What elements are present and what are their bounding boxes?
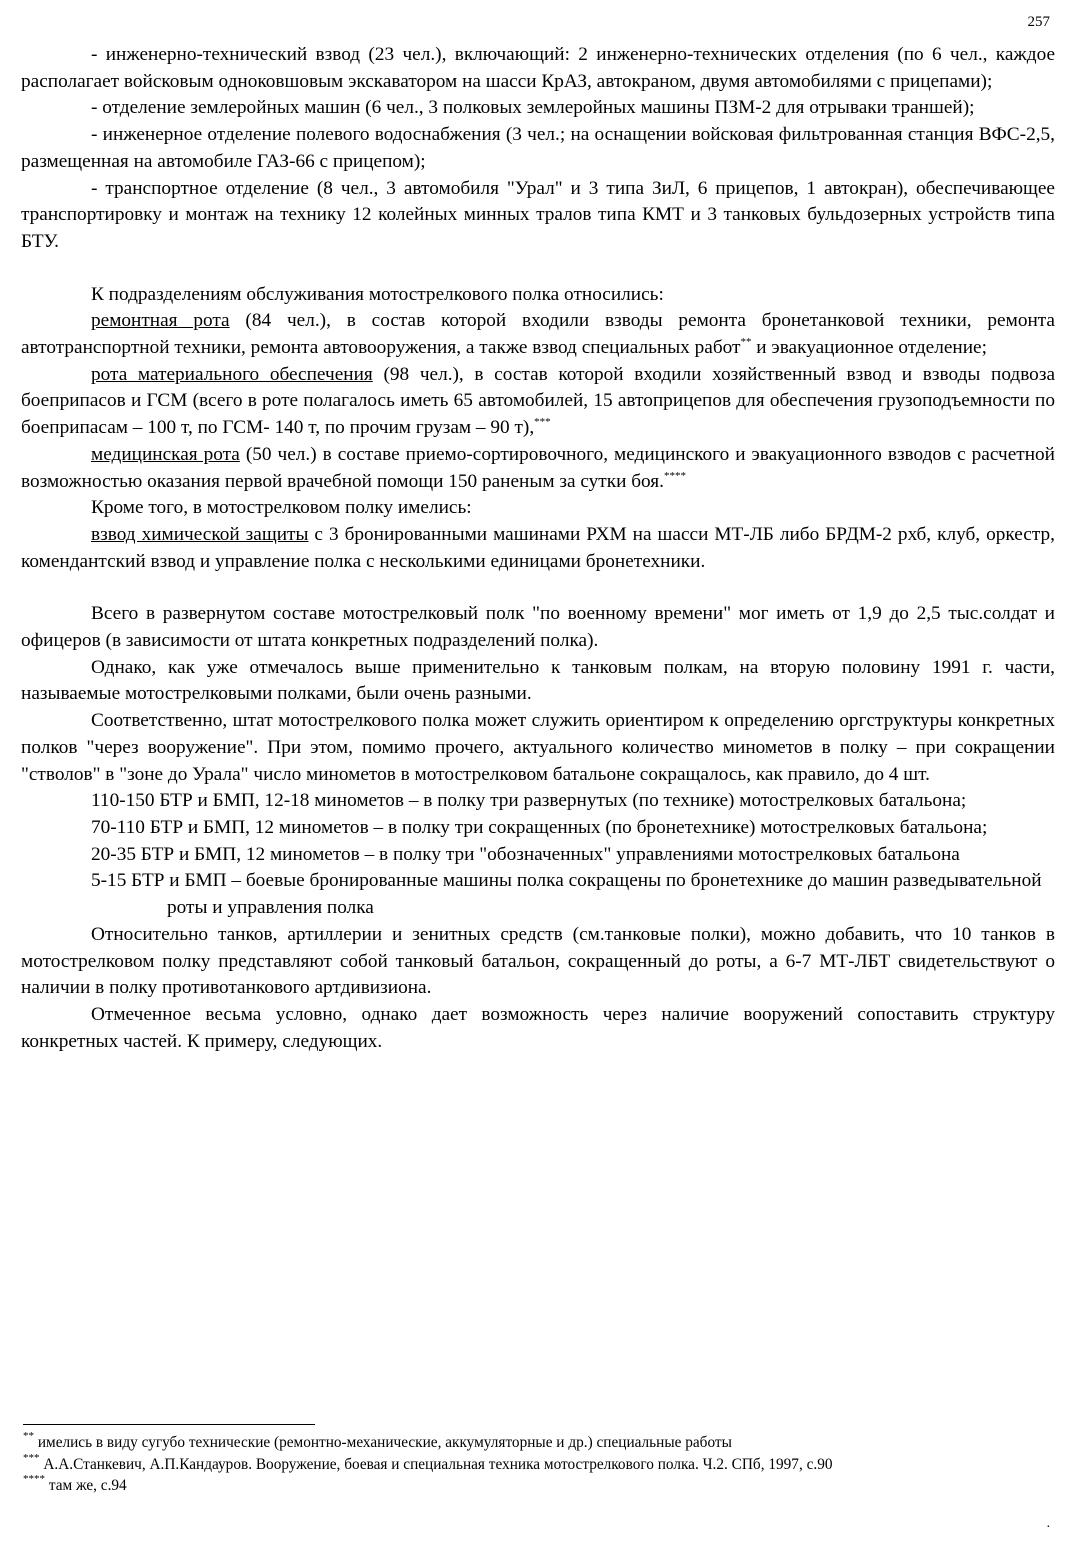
footnote <box>23 1432 1055 1454</box>
paragraph-gap <box>21 256 1055 282</box>
paragraph: Соответственно, штат мотострелкового полка может служить ориентиром к определению оргструктуры конкретных полков "через вооружение". При этом, помимо прочего, актуального количество минометов в полку – при сокращении "стволов" в "зоне до Урала" число минометов в мотострелковом батальоне сокращалось, как правило, до 4 шт. <box>21 710 1055 785</box>
footnote <box>23 1475 1055 1497</box>
footnote-divider <box>23 1424 315 1425</box>
list-item: 70-110 БТР и БМП, 12 минометов – в полку три сокращенных (по бронетехнике) мотострелковых батальона; <box>91 816 988 838</box>
paragraph: Всего в развернутом составе мотострелковый полк "по военному времени" мог иметь от 1,9 до 2,5 тыс.солдат и офицеров (в зависимости от штата конкретных подразделений полка). <box>21 603 1055 652</box>
paragraph-text: (84 чел.), в состав которой входили взводы ремонта бронетанковой техники, ремонта автотранспортной техники, ремонта автовооружения, а также взвод специальных работ <box>21 310 1055 359</box>
paragraph <box>21 442 1055 495</box>
paragraph <box>21 308 1055 361</box>
paragraph-gap <box>21 575 1055 601</box>
paragraph-text: (50 чел.) в составе приемо-сортировочного, медицинского и эвакуационного взводов с расчетной возможностью оказания первой врачебной помощи 150 раненым за сутки боя. <box>21 443 1055 492</box>
footnote-ref: **** <box>664 469 686 482</box>
list-item: 20-35 БТР и БМП, 12 минометов – в полку три "обозначенных" управлениями мотострелковых батальона <box>91 843 960 865</box>
paragraph: - инженерно-технический взвод (23 чел.), включающий: 2 инженерно-технических отделения (по 6 чел., каждое располагает войсковым одноковшовым экскаватором на шасси КрАЗ, автокраном, двумя автомобилями с прицепами); <box>21 44 1055 92</box>
paragraph: Относительно танков, артиллерии и зенитных средств (см.танковые полки), можно добавить, что 10 танков в мотострелковом полку представляют собой танковый батальон, сокращенный до роты, а 6-7 МТ-ЛБТ свидетельствуют о наличии в полку противотанкового артдивизиона. <box>21 923 1055 999</box>
paragraph: - отделение землеройных машин (6 чел., 3 полковых землеройных машины ПЗМ-2 для отрываки траншей); <box>91 97 975 119</box>
paragraph <box>21 522 1055 575</box>
paragraph: Отмеченное весьма условно, однако дает возможность через наличие вооружений сопоставить структуру конкретных частей. К примеру, следующих. <box>21 1003 1055 1052</box>
footnote-text: А.А.Станкевич, А.П.Кандауров. Вооружение, боевая и специальная техника мотострелкового полка. Ч.2. СПб, 1997, с.90 <box>39 1455 833 1473</box>
paragraph: Кроме того, в мотострелковом полку имелись: <box>91 497 472 519</box>
paragraph-text: с 3 бронированными машинами РХМ на шасси МТ-ЛБ либо БРДМ-2 рхб, клуб, оркестр, комендантский взвод и управление полка с несколькими единицами бронетехники. <box>21 523 1055 572</box>
main-text <box>21 42 1055 1055</box>
list-item: 5-15 БТР и БМП – боевые бронированные машины полка сокращены по бронетехнике до машин разведывательной роты и управления полка <box>91 870 1042 919</box>
footnote-text: там же, с.94 <box>45 1477 127 1494</box>
footnote <box>23 1451 1055 1476</box>
footnote-mark: *** <box>23 1451 40 1464</box>
list-item: 110-150 БТР и БМП, 12-18 минометов – в полку три развернутых (по технике) мотострелковых батальона; <box>91 790 967 812</box>
stray-mark: · <box>1046 1520 1051 1535</box>
paragraph: - инженерное отделение полевого водоснабжения (3 чел.; на оснащении войсковая фильтрованная станция ВФС-2,5, размещенная на автомобиле ГАЗ-66 с прицепом); <box>21 124 1055 172</box>
paragraph: - транспортное отделение (8 чел., 3 автомобиля "Урал" и 3 типа ЗиЛ, 6 прицепов, 1 автокран), обеспечивающее транспортировку и монтаж на технику 12 колейных минных тралов типа КМТ и 3 танковых бульдозерных устройств типа БТУ. <box>21 177 1055 252</box>
underlined-term: рота материального обеспечения <box>91 363 373 385</box>
paragraph: К подразделениям обслуживания мотострелкового полка относились: <box>91 283 664 305</box>
footnote-text: имелись в виду сугубо технические (ремонтно-механические, аккумуляторные и др.) специальные работы <box>34 1434 732 1451</box>
underlined-term: медицинская рота <box>91 443 240 465</box>
underlined-term: взвод химической защиты <box>91 523 309 545</box>
footnote-mark: ** <box>23 1430 34 1442</box>
footnote-ref: *** <box>534 416 551 429</box>
paragraph-text: (98 чел.), в состав которой входили хозяйственный взвод и взводы подвоза боеприпасов и ГСМ (всего в роте полагалось иметь 65 автомобилей, 15 автоприцепов для обеспечения грузоподъемности по боеприпасам – 100 т, по ГСМ- 140 т, по прочим грузам – 90 т), <box>21 363 1055 439</box>
paragraph-tail: и эвакуационное отделение; <box>751 337 987 359</box>
footnotes <box>23 1432 1055 1497</box>
paragraph <box>21 362 1055 442</box>
page-number: 257 <box>1027 14 1050 30</box>
footnote-ref: ** <box>740 336 752 349</box>
paragraph: Однако, как уже отмечалось выше применительно к танковым полкам, на вторую половину 1991 г. части, называемые мотострелковыми полками, были очень разными. <box>21 656 1055 705</box>
underlined-term: ремонтная рота <box>91 310 230 332</box>
footnote-mark: **** <box>23 1473 45 1485</box>
